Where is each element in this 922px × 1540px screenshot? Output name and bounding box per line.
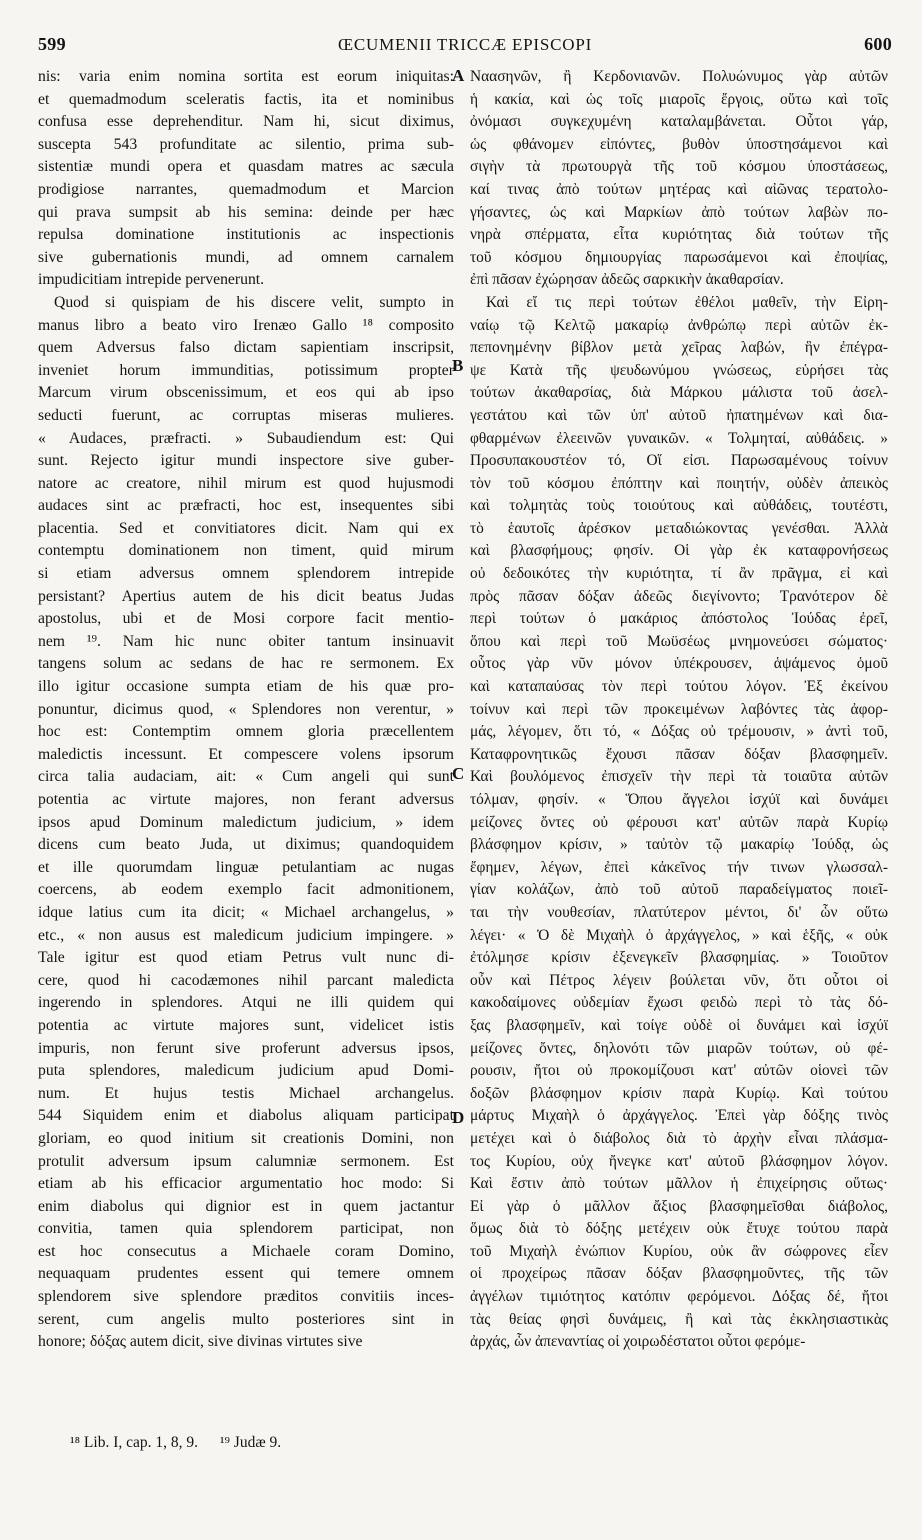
- text-line: est hoc consecutus a Michaele coram Domino,: [38, 1242, 454, 1260]
- text-line: μείζονες ὄντες οὐ φέρουσι κατ' αὐτῶν παρὰ Κυρίῳ: [470, 813, 888, 831]
- text-line: prodigiose narrantes, quemadmodum et Marcion: [38, 180, 454, 198]
- text-line: Καὶ ἔστιν ἀπὸ τούτων μᾶλλον ἡ ἐπιχείρησις οὕτως·: [470, 1175, 888, 1193]
- text-line: ὡς φθάνομεν εἰπόντες, βυθὸν ὑποστησάμενοι καὶ: [470, 135, 888, 153]
- text-line: τοῦ κόσμου δημιουργίας παρωσάμενοι καὶ ἐποψίας,: [470, 248, 888, 266]
- text-line: persistant? Apertius autem de his dicit beatus Judas: [38, 587, 454, 605]
- text-line: gloriam, eo quod initium sit creationis Domini, non: [38, 1129, 454, 1147]
- text-line: illo igitur occasione sumpta etiam de his quæ pro-: [38, 678, 454, 696]
- text-line: qui prava sumpsit ab his semina: deinde per hæc: [38, 203, 454, 221]
- text-line: natore ac creatore, nihil mirum est quod hujusmodi: [38, 474, 454, 492]
- text-line: ὅμως διὰ τὸ δόξης μετέχειν οὐκ ἔτυχε τούτου παρὰ: [470, 1220, 888, 1238]
- text-line: manus libro a beato viro Irenæo Gallo ¹⁸ composito: [38, 316, 454, 334]
- text-line: ναίῳ τῷ Κελτῷ μακαρίῳ ἀνθρώπῳ περὶ αὐτῶν ἐκ-: [470, 316, 888, 334]
- text-line: maledictis incessunt. Et compescere volens ipsorum: [38, 745, 454, 763]
- text-line: suscepta 543 profunditate ac silentio, prima sub-: [38, 135, 454, 153]
- text-line: οὗτος γὰρ νῦν μόνον ὑπέκρουσεν, ἁψάμενος ὁμοῦ: [470, 655, 888, 673]
- text-line: sistentiæ mundi opera et quasdam matres ac sæcula: [38, 158, 454, 176]
- text-line: οἱ προχείρως πᾶσαν δόξαν βλασφημοῦντες, τῆς τῶν: [470, 1265, 888, 1283]
- text-line: contemptu dominationem non timent, quid mirum: [38, 542, 454, 560]
- running-header: [38, 34, 892, 60]
- text-line: dicens cum beato Juda, ut diximus; quandoquidem: [38, 836, 454, 854]
- text-line: γίαν κολάζων, ἀπὸ τοῦ αὐτοῦ παραδείγματος ποιεῖ-: [470, 881, 888, 899]
- text-line: φθαρμένων ἐλεεινῶν γυναικῶν. « Τολμηταί, αὐθάδεις. »: [470, 429, 888, 447]
- footnotes: [70, 1434, 299, 1452]
- text-line: et quemadmodum sceleratis factis, ita et nominibus: [38, 90, 454, 108]
- text-line: δοξῶν βλάσφημον κρίσιν παρὰ Κυρίῳ. Καὶ τούτου: [470, 1084, 888, 1102]
- text-line: « Audaces, præfracti. » Subaudiendum est: Qui: [38, 429, 454, 447]
- latin-column: [38, 66, 454, 1354]
- text-line: protulit adversum ipsum calumniæ sermonem. Est: [38, 1152, 454, 1170]
- text-line: cere, quod hi cacodæmones nihil parcant maledicta: [38, 971, 454, 989]
- text-line: idque latius cum ita dicit; « Michael archangelus, »: [38, 903, 454, 921]
- text-line: μάρτυς Μιχαὴλ ὁ ἀρχάγγελος. Ἐπεὶ γὰρ δόξης τινὸς: [470, 1107, 888, 1125]
- text-line: τοῦ Μιχαὴλ ἐνώπιον Κυρίου, οὐκ ἂν σώφρονες εἶεν: [470, 1242, 888, 1260]
- text-line: Ναασηνῶν, ἢ Κερδονιανῶν. Πολυώνυμος γὰρ αὐτῶν: [470, 68, 888, 85]
- text-line: audaces sint ac præfracti, hoc est, insequentes sibi: [38, 497, 454, 515]
- text-line: etc., « non ausus est maledicum judicium impingere. »: [38, 926, 454, 944]
- text-line: λέγει· « Ὁ δὲ Μιχαὴλ ὁ ἀρχάγγελος, » καὶ ἑξῆς, « οὐκ: [470, 926, 888, 944]
- text-line: splendorem sive splendore præditos convitiis inces-: [38, 1288, 454, 1306]
- text-line: μείζονες ὄντες, δηλονότι τῶν μιαρῶν τούτων, οὐ φέ-: [470, 1039, 888, 1057]
- text-line: honore; δόξας autem dicit, sive divinas virtutes sive: [38, 1333, 363, 1351]
- text-line: ipsos apud Dominum maledictum judicium, » idem: [38, 813, 454, 831]
- text-line: et ille quorumdam linguæ petulantiam ac nugas: [38, 858, 454, 876]
- text-line: nis: varia enim nomina sortita est eorum iniquitas:: [38, 68, 454, 85]
- text-line: etiam ab his efficacior argumentatio hoc modo: Si: [38, 1175, 454, 1193]
- text-line: ὅπου καὶ περὶ τοῦ Μωϋσέως μνημονεύσει σώματος·: [470, 632, 888, 650]
- text-line: γεστάτου καὶ τῶν ὑπ' αὐτοῦ ἠπατημένων καὶ δια-: [470, 406, 888, 424]
- footnote-19: ¹⁹ Judæ 9.: [219, 1434, 282, 1451]
- text-line: confusa esse deprehenditur. Nam hi, sicut diximus,: [38, 113, 454, 131]
- text-line: ἀγγέλων τιμιότητος κατόπιν φερόμενοι. Δόξας δέ, ἤτοι: [470, 1288, 888, 1306]
- text-line: πεπονημένην βίβλον μετὰ χεῖρας λαβών, ἣν ἐπέγρα-: [470, 339, 888, 357]
- text-line: καὶ βλασφήμους; φησίν. Οἱ γὰρ ἐκ καταφρονήσεως: [470, 542, 888, 560]
- text-line: οὐ δεδοικότες τὴν κυριότητα, τί ἂν πρᾶγμα, εἰ καὶ: [470, 565, 888, 583]
- margin-marker-d: D: [452, 1108, 465, 1127]
- text-line: οὖν καὶ Πέτρος λέγειν βούλεται νῦν, ὅτι οὗτοι οἱ: [470, 971, 888, 989]
- text-line: ingerendo in splendores. Atqui ne illi quidem qui: [38, 994, 454, 1012]
- text-line: καί τινας ἀπὸ τούτων μητέρας καὶ αἰῶνας τερατολο-: [470, 180, 888, 198]
- text-line: ἐπὶ πᾶσαν ἐχώρησαν ἀδεῶς σαρκικὴν ἀκαθαρσίαν.: [470, 271, 784, 289]
- text-line: ἔφημεν, λέγων, ἐπεὶ κἀκεῖνος τήν τινων γλωσσαλ-: [470, 858, 888, 876]
- text-line: num. Et hujus testis Michael archangelus.: [38, 1084, 454, 1102]
- text-line: Tale igitur est quod etiam Petrus vult nunc di-: [38, 949, 454, 967]
- text-line: repulsa dominatione institutionis ac inspectionis: [38, 226, 454, 244]
- text-line: ponuntur, dicimus quod, « Splendores non verentur, »: [38, 700, 454, 718]
- text-line: puta splendores, maledicum judicium apud Domi-: [38, 1062, 454, 1080]
- text-line: placentia. Sed et convitiatores dicit. Nam qui ex: [38, 519, 454, 537]
- text-line: nequaquam prudentes essent qui temere omnem: [38, 1265, 454, 1283]
- text-line: nem ¹⁹. Nam hic nunc obiter tantum insinuavit: [38, 632, 454, 650]
- text-line: si etiam adversus omnem splendorem intrepide: [38, 565, 454, 583]
- margin-marker-b: B: [452, 356, 464, 375]
- text-line: καὶ τολμητὰς τοὺς τοιούτους καὶ αὐθάδεις, τουτέστι,: [470, 497, 888, 515]
- text-line: enim diabolus qui dignior est in quem jactantur: [38, 1197, 454, 1215]
- text-line: ται τὴν νουθεσίαν, πλατύτερον μέντοι, δι' ὧν οὕτω: [470, 903, 888, 921]
- text-line: τὰς θείας φησὶ δυνάμεις, ἢ καὶ τὰς ἐκκλησιαστικὰς: [470, 1310, 888, 1328]
- text-line: περὶ τούτων ὁ μακάριος ἀπόστολος Ἰούδας ἐρεῖ,: [470, 610, 888, 628]
- text-line: τούτων ἀκαθαρσίας, διὰ Μάρκου μάλιστα τοῦ ἀσελ-: [470, 384, 888, 402]
- footnote-18: ¹⁸ Lib. I, cap. 1, 8, 9.: [70, 1434, 198, 1451]
- text-line: ἐτόλμησε κρίσιν ἐξενεγκεῖν βλασφημίας. » Τοιοῦτον: [470, 949, 888, 967]
- text-line: quem Adversus falso dictam sapientiam inscripsit,: [38, 339, 454, 357]
- margin-marker-c: C: [452, 764, 465, 783]
- text-line: impuris, non ferunt sive proferunt adversus ipsos,: [38, 1039, 454, 1057]
- text-line: κακοδαίμονες οὐδεμίαν ἔχωσι φειδὼ περὶ τὸ τὰς δό-: [470, 994, 888, 1012]
- text-line: Marcum virum obscenissimum, et eos qui ab ipso: [38, 384, 454, 402]
- text-line: sive gubernationis mundi, ad omnem carnalem: [38, 248, 454, 266]
- text-line: Εἰ γὰρ ὁ μᾶλλον ἄξιος βλασφημεῖσθαι διάβολος,: [470, 1197, 888, 1215]
- text-line: τόλμαν, φησίν. « Ὅπου ἄγγελοι ἰσχύϊ καὶ δυνάμει: [470, 791, 888, 808]
- text-line: impudicitiam intrepide pervenerunt.: [38, 271, 265, 289]
- text-line: τὸν τοῦ κόσμου ἐπόπτην καὶ ποιητήν, οὐδὲν ἀπεικὸς: [470, 474, 888, 492]
- text-line: seducti fuerunt, ac corruptas miseras mulieres.: [38, 406, 454, 424]
- text-line: τος Κυρίου, οὐχ ἤνεγκε κατ' αὐτοῦ βλάσφημον λόγον.: [470, 1152, 888, 1170]
- text-line: ψε Κατὰ τῆς ψευδωνύμου γνώσεως, εὑρήσει τὰς: [470, 361, 888, 379]
- text-line: σιγὴν τὰ πρωτουργὰ τῆς τοῦ κόσμου ὑποστάσεως,: [470, 158, 888, 176]
- text-line: convitia, tamen quia splendorem participat, non: [38, 1220, 454, 1238]
- text-line: ἀρχάς, ὧν ἀπεναντίας οἱ χοιρωδέστατοι οὗτοι φερόμε-: [470, 1333, 806, 1351]
- text-line: μετέχει καὶ ὁ διάβολος διὰ τὸ ἀρχὴν εἶναι πλάσμα-: [470, 1129, 888, 1147]
- margin-marker-a: A: [452, 66, 465, 85]
- text-line: ἡ κακία, καὶ ὡς τοῖς μιαροῖς ἔργοις, οὕτω καὶ τοῖς: [470, 90, 888, 108]
- text-line: καὶ καταπαύσας τὸν περὶ τούτου λόγον. Ἐξ ἐκείνου: [470, 678, 888, 696]
- text-line: hoc est: Contemptim omnem gloria præcellentem: [38, 723, 454, 741]
- text-line: Καὶ εἴ τις περὶ τούτων ἐθέλοι μαθεῖν, τὴν Εἰρη-: [486, 293, 888, 311]
- text-line: Προσυπακουστέον τό, Οἵ εἰσι. Παρωσαμένους τοίνυν: [470, 452, 888, 470]
- text-line: serent, cum angelis multo posteriores sint in: [38, 1310, 454, 1328]
- text-line: Καταφρονητικῶς ἔχουσι πᾶσαν δόξαν βλασφημεῖν.: [470, 745, 888, 763]
- text-line: inveniet horum immunditias, potissimum propter: [38, 361, 454, 379]
- text-line: ρουσιν, ἤτοι οὐ προκομίζουσι κατ' αὐτῶν οἱονεὶ τῶν: [470, 1062, 888, 1080]
- text-line: coercens, ab eodem exemplo facit admonitionem,: [38, 881, 454, 899]
- text-line: νηρὰ σπέρματα, εἶτα κυριότητας διὰ τούτων τῆς: [470, 226, 888, 244]
- text-line: potentia ac virtute majores sunt, videlicet istis: [38, 1016, 454, 1034]
- text-line: ξας βλασφημεῖν, καὶ τοίγε οὐδὲ οἱ δυνάμει καὶ ἰσχύϊ: [470, 1016, 888, 1034]
- text-line: ὀνόμασι συγκεχυμένη καταλαμβάνεται. Οὗτοι γάρ,: [470, 113, 888, 131]
- text-line: βλάσφημον κρίσιν, » ταὐτὸν τῷ μακαρίῳ Ἰούδᾳ, ὡς: [470, 836, 888, 854]
- greek-column: [470, 66, 888, 1354]
- text-line: τοίνυν καὶ περὶ τῶν προκειμένων λαβόντες τὰς ἀφορ-: [470, 700, 888, 718]
- text-line: tangens solum ac sedans de hac re sermonem. Ex: [38, 655, 454, 673]
- text-line: potentia ac virtute majores, non ferant adversus: [38, 791, 454, 808]
- text-line: μάς, λέγομεν, ὅτι τό, « Δόξας οὐ τρέμουσιν, » ἀντὶ τοῦ,: [470, 723, 888, 741]
- text-line: γήσαντες, ὡς καὶ Μαρκίων ἀπὸ τούτων λαβὼν πο-: [470, 203, 888, 221]
- text-line: apostolus, ubi et de Mosi corpore facit mentio-: [38, 610, 454, 628]
- text-line: 544 Siquidem enim et diabolus aliquam participat: [38, 1107, 454, 1125]
- text-line: Καὶ βουλόμενος ἐπισχεῖν τὴν περὶ τὰ τοιαῦτα αὐτῶν: [470, 768, 888, 786]
- right-page-number: 600: [864, 34, 892, 54]
- text-line: τὸ ἑαυτοῖς ἀρέσκον μεταδιώκοντας γενέσθαι. Ἀλλὰ: [470, 519, 888, 537]
- running-title: ŒCUMENII TRICCÆ EPISCOPI: [337, 35, 593, 54]
- text-line: circa talia audaciam, ait: « Cum angeli qui sunt: [38, 768, 454, 786]
- text-line: Quod si quispiam de his discere velit, sumpto in: [54, 293, 454, 311]
- text-line: sunt. Rejecto igitur mundi inspectore sive guber-: [38, 452, 454, 470]
- text-line: πρὸς πᾶσαν δόξαν ἀδεῶς διεγίνοντο; Τρανότερον δὲ: [470, 587, 888, 605]
- left-page-number: 599: [38, 34, 66, 54]
